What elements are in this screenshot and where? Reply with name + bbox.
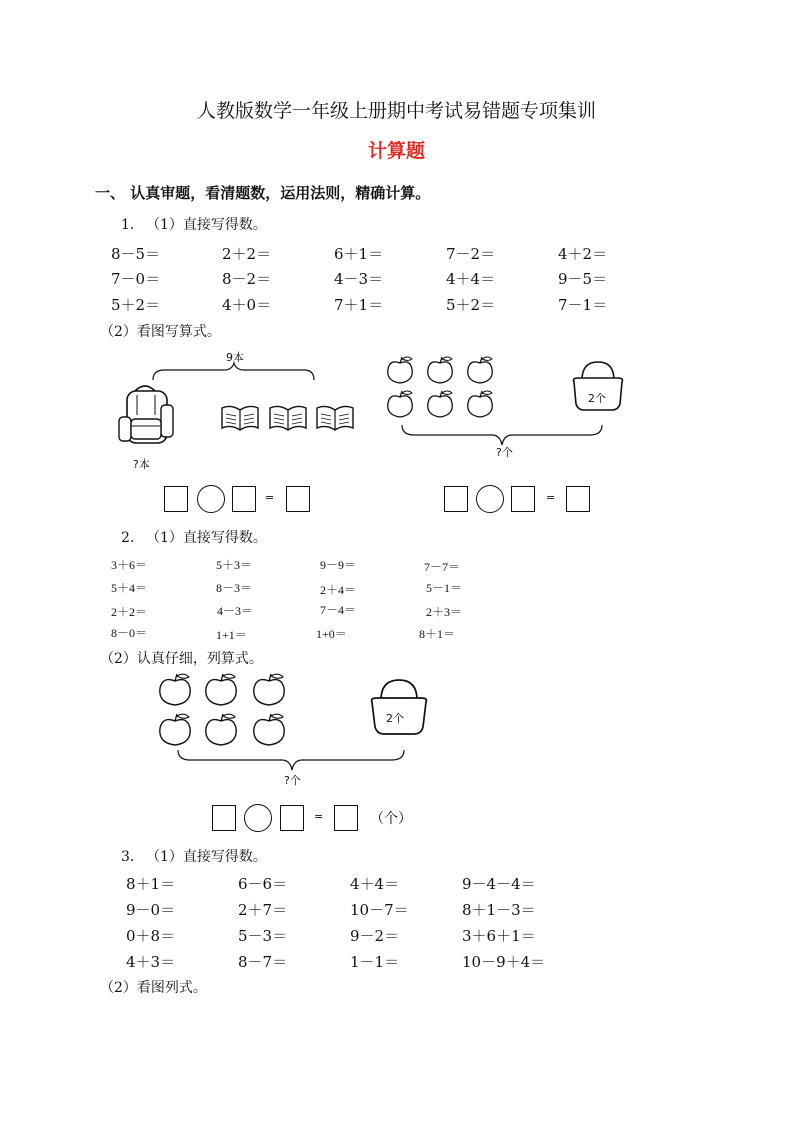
q3-problem: 10－7＝ bbox=[350, 901, 409, 919]
q3-part2-label: （2）看图列式。 bbox=[100, 980, 207, 996]
q1-number: 1． bbox=[121, 217, 144, 233]
q3-problem: 8－7＝ bbox=[238, 953, 288, 971]
q3-problem: 9－2＝ bbox=[350, 927, 400, 945]
q3-number: 3． bbox=[121, 849, 144, 865]
q2-problem: 2＋3＝ bbox=[426, 605, 463, 619]
q1-problem: 7－0＝ bbox=[111, 270, 161, 288]
q2-problem: 7－4＝ bbox=[320, 603, 357, 617]
q3-problem: 4＋4＝ bbox=[350, 875, 400, 893]
q3-problem: 9－4－4＝ bbox=[462, 875, 536, 893]
answer-box[interactable] bbox=[334, 805, 358, 831]
equals-sign: = bbox=[546, 491, 556, 504]
answer-box[interactable] bbox=[164, 486, 188, 512]
q2-problem: 8＋1＝ bbox=[419, 627, 456, 641]
q2-number: 2． bbox=[121, 530, 144, 546]
fig-label-unknown: ?个 bbox=[284, 774, 301, 787]
fig-label-unknown: ?个 bbox=[496, 446, 513, 459]
q3-problem: 3＋6＋1＝ bbox=[462, 927, 536, 945]
q2-problem: 7－7＝ bbox=[424, 560, 461, 574]
section-heading: 一、 认真审题，看清题数，运用法则，精确计算。 bbox=[95, 184, 431, 202]
answer-box[interactable] bbox=[286, 486, 310, 512]
answer-box[interactable] bbox=[444, 486, 468, 512]
q3-problem: 4＋3＝ bbox=[126, 953, 176, 971]
q1-problem: 4＋0＝ bbox=[222, 296, 272, 314]
q3-problem: 0＋8＝ bbox=[126, 927, 176, 945]
apple-icon bbox=[156, 672, 292, 752]
q2-problem: 5＋3＝ bbox=[216, 558, 253, 572]
q3-problem: 6－6＝ bbox=[238, 875, 288, 893]
answer-box[interactable] bbox=[280, 805, 304, 831]
basket-icon bbox=[368, 678, 430, 738]
equals-sign: = bbox=[314, 810, 324, 823]
q2-problem: 5－1＝ bbox=[426, 581, 463, 595]
q1-problem: 5＋2＝ bbox=[446, 296, 496, 314]
q1-part2-label: （2）看图写算式。 bbox=[100, 324, 221, 340]
operator-circle[interactable] bbox=[244, 804, 272, 832]
q2-problem: 2＋4＝ bbox=[320, 583, 357, 597]
page-title: 人教版数学一年级上册期中考试易错题专项集训 bbox=[196, 100, 596, 122]
answer-box[interactable] bbox=[511, 486, 535, 512]
q1-problem: 8－5＝ bbox=[111, 245, 161, 263]
q1-problem: 4－3＝ bbox=[334, 270, 384, 288]
operator-circle[interactable] bbox=[476, 485, 504, 513]
q1-problem: 9－5＝ bbox=[558, 270, 608, 288]
q1-problem: 2＋2＝ bbox=[222, 245, 272, 263]
q1-problem: 4＋4＝ bbox=[446, 270, 496, 288]
q2-problem: 4－3＝ bbox=[217, 604, 254, 618]
q1-problem: 5＋2＝ bbox=[111, 296, 161, 314]
q3-problem: 2＋7＝ bbox=[238, 901, 288, 919]
q1-problem: 7－1＝ bbox=[558, 296, 608, 314]
equals-sign: = bbox=[265, 491, 275, 504]
q2-problem: 2＋2＝ bbox=[111, 605, 148, 619]
answer-box[interactable] bbox=[212, 805, 236, 831]
q3-problem: 1－1＝ bbox=[350, 953, 400, 971]
q1-part1-label: （1）直接写得数。 bbox=[146, 217, 267, 233]
book-icon bbox=[315, 404, 355, 434]
fig-label-unknown: ?本 bbox=[133, 458, 150, 471]
brace-icon bbox=[152, 362, 316, 382]
q2-problem: 9－9＝ bbox=[320, 558, 357, 572]
basket-label: 2个 bbox=[386, 712, 404, 725]
q2-part1-label: （1）直接写得数。 bbox=[146, 530, 267, 546]
unit-label: （个） bbox=[370, 811, 412, 827]
brace-icon bbox=[176, 748, 408, 772]
q2-problem: 8－3＝ bbox=[216, 581, 253, 595]
q1-problem: 6＋1＝ bbox=[334, 245, 384, 263]
fig-label-total: 9本 bbox=[226, 351, 244, 364]
answer-box[interactable] bbox=[566, 486, 590, 512]
q2-problem: 3＋6＝ bbox=[111, 558, 148, 572]
operator-circle[interactable] bbox=[197, 485, 225, 513]
book-icon bbox=[268, 404, 308, 434]
book-icon bbox=[220, 404, 260, 434]
q2-problem: 5＋4＝ bbox=[111, 581, 148, 595]
q1-problem: 4＋2＝ bbox=[558, 245, 608, 263]
q1-problem: 7－2＝ bbox=[446, 245, 496, 263]
q3-problem: 5－3＝ bbox=[238, 927, 288, 945]
q1-problem: 8－2＝ bbox=[222, 270, 272, 288]
answer-box[interactable] bbox=[232, 486, 256, 512]
q3-problem: 10－9＋4＝ bbox=[462, 953, 546, 971]
apple-icon bbox=[384, 355, 500, 425]
q2-problem: 1+1＝ bbox=[216, 628, 247, 642]
q1-problem: 7＋1＝ bbox=[334, 296, 384, 314]
q2-problem: 8－0＝ bbox=[111, 626, 148, 640]
q3-problem: 8＋1－3＝ bbox=[462, 901, 536, 919]
q3-problem: 8＋1＝ bbox=[126, 875, 176, 893]
basket-label: 2个 bbox=[588, 392, 606, 405]
q2-problem: 1+0＝ bbox=[316, 627, 347, 641]
q2-part2-label: （2）认真仔细，列算式。 bbox=[100, 651, 263, 667]
q3-part1-label: （1）直接写得数。 bbox=[146, 849, 267, 865]
q3-problem: 9－0＝ bbox=[126, 901, 176, 919]
backpack-icon bbox=[113, 383, 177, 453]
page-subtitle: 计算题 bbox=[367, 140, 425, 162]
